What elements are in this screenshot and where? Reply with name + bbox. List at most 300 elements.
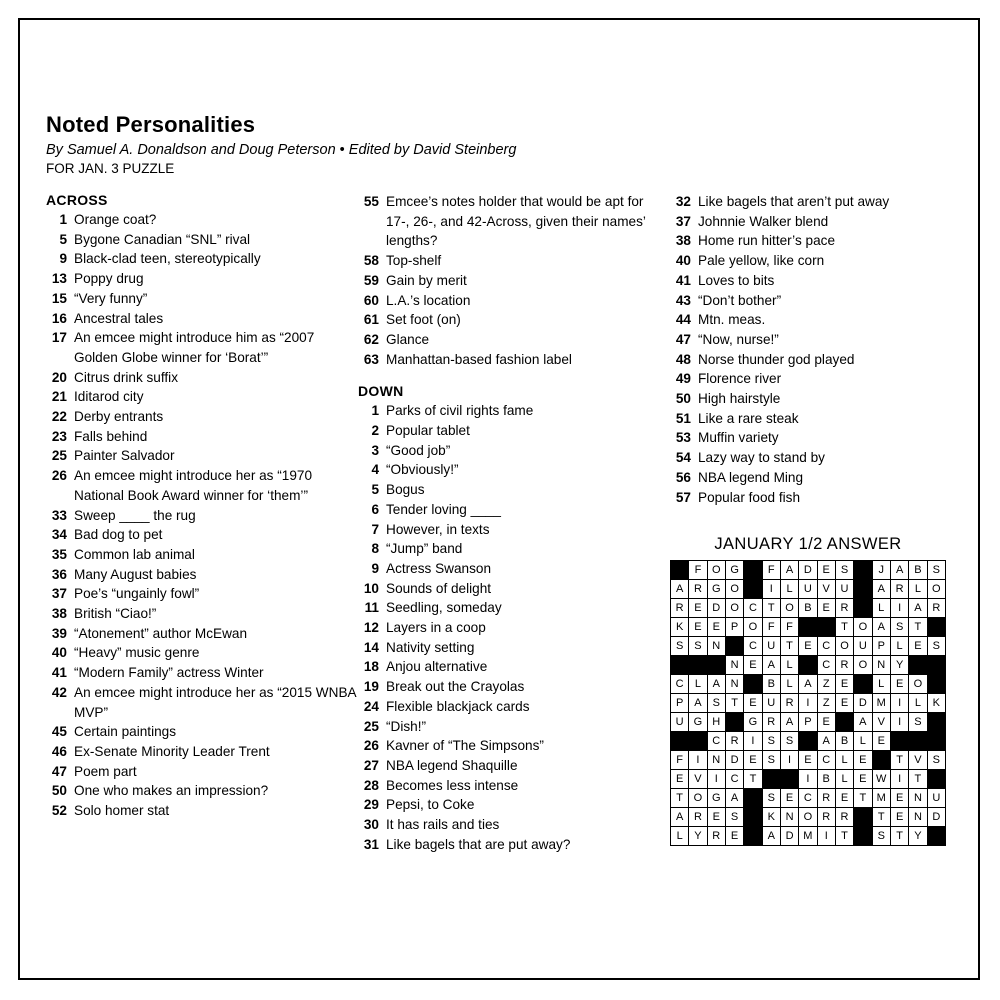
grid-cell-letter: N [725,675,743,694]
grid-cell-letter: S [909,713,927,732]
clue-number: 38 [675,233,691,249]
grid-cell-letter: E [707,808,725,827]
grid-cell-letter: U [671,713,689,732]
grid-cell-blocked [890,732,908,751]
clue-number: 27 [363,757,379,773]
clue-text: “Atonement” author McEwan [74,625,248,641]
clue-text: Painter Salvador [74,448,175,464]
grid-cell-letter: R [689,808,707,827]
clue-number: 9 [371,560,379,576]
list-item [46,368,358,388]
clue-number: 50 [51,783,67,799]
clue-number: 59 [363,272,379,288]
grid-cell-letter: A [872,618,890,637]
clue-text: Bogus [386,482,425,498]
list-item [670,448,946,468]
grid-cell-blocked [762,770,780,789]
grid-cell-letter: E [707,618,725,637]
table-row [671,675,946,694]
grid-cell-letter: T [835,827,853,846]
list-item [670,350,946,370]
grid-cell-letter: E [689,599,707,618]
grid-cell-letter: O [689,789,707,808]
grid-cell-letter: V [817,580,835,599]
grid-cell-letter: E [890,675,908,694]
clue-number: 7 [371,521,379,537]
clue-number: 22 [51,409,67,425]
clue-text: Iditarod city [74,389,144,405]
answer-section [670,535,946,846]
grid-cell-letter: J [872,561,890,580]
clue-text: An emcee might introduce him as “2007 Golden Globe winner for ‘Borat’” [74,330,315,365]
grid-cell-letter: C [799,789,817,808]
clue-text: Johnnie Walker blend [698,213,829,229]
grid-cell-letter: I [799,770,817,789]
clue-number: 47 [675,331,691,347]
list-item [358,480,662,500]
list-item [670,271,946,291]
grid-cell-blocked [854,675,872,694]
clue-text: Layers in a coop [386,620,486,636]
grid-cell-letter: A [890,561,908,580]
clue-text: Common lab animal [74,546,195,562]
grid-cell-letter: S [707,694,725,713]
list-item [358,539,662,559]
grid-cell-letter: I [890,694,908,713]
clue-number: 37 [51,586,67,602]
grid-cell-blocked [854,580,872,599]
grid-cell-blocked [854,808,872,827]
grid-cell-letter: Y [890,656,908,675]
grid-cell-letter: Z [817,694,835,713]
grid-cell-letter: I [707,770,725,789]
grid-cell-blocked [927,713,945,732]
byline-authors: By Samuel A. Donaldson and Doug Peterson [46,142,336,158]
list-item [46,427,358,447]
clue-text: Top-shelf [386,253,442,269]
grid-cell-letter: A [762,656,780,675]
list-item [46,742,358,762]
table-row [671,732,946,751]
grid-cell-blocked [744,675,762,694]
grid-cell-blocked [671,561,689,580]
clue-number: 15 [51,290,67,306]
list-item [358,618,662,638]
grid-cell-letter: G [725,561,743,580]
table-row [671,561,946,580]
clue-text: Home run hitter’s pace [698,233,836,249]
grid-cell-letter: L [909,694,927,713]
grid-cell-blocked [744,827,762,846]
grid-cell-letter: K [927,694,945,713]
grid-cell-letter: A [671,808,689,827]
grid-cell-blocked [909,656,927,675]
clue-columns [46,192,946,855]
clue-number: 55 [363,194,379,209]
list-item [358,310,662,330]
list-item [46,584,358,604]
list-item [358,460,662,480]
clue-text: Parks of civil rights fame [386,403,534,419]
clue-number: 4 [371,462,379,478]
clue-text: Norse thunder god played [698,351,855,367]
list-item [358,520,662,540]
grid-cell-letter: R [725,732,743,751]
clue-text: Certain paintings [74,724,177,740]
clue-text: Sweep ____ the rug [74,507,196,523]
clue-text: Tender loving ____ [386,501,501,517]
grid-cell-letter: A [671,580,689,599]
clue-number: 34 [51,527,67,543]
grid-cell-letter: P [671,694,689,713]
list-item [358,657,662,677]
grid-cell-letter: R [671,599,689,618]
list-item [670,310,946,330]
clue-number: 58 [363,253,379,269]
grid-cell-blocked [671,656,689,675]
grid-cell-letter: T [890,827,908,846]
grid-cell-letter: O [725,580,743,599]
grid-cell-letter: N [707,751,725,770]
clue-number: 20 [51,369,67,385]
grid-cell-letter: I [689,751,707,770]
list-item [358,579,662,599]
clue-number: 45 [51,724,67,740]
grid-cell-letter: B [835,732,853,751]
grid-cell-letter: C [744,637,762,656]
clue-text: Ex-Senate Minority Leader Trent [74,743,270,759]
clue-number: 35 [51,546,67,562]
list-item [46,663,358,683]
table-row [671,656,946,675]
table-row [671,770,946,789]
grid-cell-letter: B [799,599,817,618]
clue-number: 30 [363,817,379,833]
answer-title: JANUARY 1/2 ANSWER [714,535,902,554]
across-heading: ACROSS [46,192,108,208]
grid-cell-blocked [744,789,762,808]
list-item [358,559,662,579]
clue-text: Like bagels that are put away? [386,836,571,852]
clue-number: 43 [675,292,691,308]
grid-cell-letter: L [671,827,689,846]
grid-cell-letter: T [890,751,908,770]
clue-text: High hairstyle [698,391,781,407]
grid-cell-letter: V [872,713,890,732]
grid-cell-blocked [725,713,743,732]
table-row [671,789,946,808]
grid-cell-letter: D [725,751,743,770]
clue-text: Poem part [74,763,137,779]
grid-cell-letter: Y [909,827,927,846]
clue-number: 40 [675,253,691,269]
clue-number: 11 [364,600,379,616]
grid-cell-blocked [835,713,853,732]
list-item [358,291,662,311]
byline [46,142,946,158]
list-item [670,291,946,311]
clue-text: Glance [386,331,430,347]
puzzle-date: FOR JAN. 3 PUZZLE [46,161,175,176]
list-item [358,776,662,796]
grid-cell-letter: C [817,656,835,675]
grid-cell-letter: T [909,770,927,789]
clue-number: 61 [363,312,379,328]
clue-text: Like bagels that aren’t put away [698,194,890,209]
list-item [358,598,662,618]
grid-cell-letter: E [725,827,743,846]
grid-cell-blocked [927,656,945,675]
column-two [358,192,670,855]
clue-text: An emcee might introduce her as “1970 National Book Award winner for ‘them’” [74,468,313,503]
clue-number: 50 [675,391,691,407]
grid-cell-letter: Y [689,827,707,846]
list-item [46,230,358,250]
grid-cell-letter: L [780,675,798,694]
table-row [671,618,946,637]
clue-number: 25 [363,718,379,734]
list-item [46,269,358,289]
grid-cell-blocked [689,732,707,751]
clue-text: NBA legend Ming [698,469,804,485]
list-item [46,801,358,821]
grid-cell-letter: F [762,561,780,580]
clue-text: Loves to bits [698,272,775,288]
list-item [46,506,358,526]
grid-cell-letter: S [780,732,798,751]
list-item [46,604,358,624]
grid-cell-letter: Z [817,675,835,694]
grid-cell-letter: U [927,789,945,808]
clue-text: British “Ciao!” [74,606,157,622]
list-item [670,428,946,448]
clue-number: 49 [675,371,691,387]
clue-number: 36 [51,566,67,582]
clue-number: 44 [675,312,691,328]
grid-cell-letter: E [890,808,908,827]
grid-cell-letter: E [854,770,872,789]
list-item [670,389,946,409]
grid-cell-letter: S [762,732,780,751]
list-item [46,387,358,407]
grid-cell-letter: E [817,713,835,732]
clue-text: Manhattan-based fashion label [386,351,572,367]
list-item [46,683,358,722]
list-item [46,407,358,427]
clue-text: Citrus drink suffix [74,369,178,385]
grid-cell-blocked [909,732,927,751]
grid-cell-letter: I [780,751,798,770]
list-item [46,328,358,367]
grid-cell-letter: L [909,580,927,599]
grid-cell-letter: T [909,618,927,637]
grid-cell-letter: S [671,637,689,656]
clue-text: Flexible blackjack cards [386,698,530,714]
grid-cell-letter: L [835,770,853,789]
grid-cell-letter: S [835,561,853,580]
clue-text: “Obviously!” [386,462,459,478]
list-item [46,624,358,644]
grid-cell-blocked [817,618,835,637]
clue-number: 63 [363,351,379,367]
grid-cell-letter: I [890,599,908,618]
grid-cell-letter: U [762,637,780,656]
clue-number: 33 [51,507,67,523]
grid-cell-letter: L [890,637,908,656]
column-three [670,192,946,846]
grid-cell-letter: S [689,637,707,656]
clue-text: It has rails and ties [386,817,500,833]
clue-number: 18 [363,659,379,675]
clue-number: 12 [363,620,379,636]
clue-number: 57 [675,489,691,505]
clue-number: 6 [371,501,379,517]
grid-cell-letter: B [817,770,835,789]
grid-cell-letter: U [854,637,872,656]
grid-cell-letter: F [689,561,707,580]
column-one [46,192,358,821]
clue-text: Poppy drug [74,271,144,287]
grid-cell-letter: A [780,713,798,732]
grid-cell-letter: E [909,637,927,656]
list-item [46,525,358,545]
grid-cell-letter: T [854,789,872,808]
grid-cell-letter: D [854,694,872,713]
grid-cell-letter: C [707,732,725,751]
grid-cell-blocked [744,580,762,599]
table-row [671,637,946,656]
grid-cell-letter: E [799,637,817,656]
grid-cell-letter: O [854,618,872,637]
clue-number: 41 [51,665,67,681]
clue-text: Black-clad teen, stereotypically [74,251,261,267]
grid-cell-letter: T [780,637,798,656]
clue-number: 17 [51,330,67,346]
grid-cell-letter: C [744,599,762,618]
clue-number: 1 [59,212,67,227]
clue-number: 19 [363,679,379,695]
grid-cell-letter: O [799,808,817,827]
grid-cell-letter: W [872,770,890,789]
grid-cell-letter: T [725,694,743,713]
grid-cell-letter: G [707,580,725,599]
clue-number: 29 [363,797,379,813]
clue-text: Seedling, someday [386,600,502,616]
clue-number: 25 [51,448,67,464]
grid-cell-letter: N [780,808,798,827]
grid-cell-blocked [927,732,945,751]
clue-number: 54 [675,450,691,466]
grid-cell-letter: D [799,561,817,580]
grid-cell-letter: N [707,637,725,656]
clue-text: Derby entrants [74,409,164,425]
grid-cell-letter: E [835,675,853,694]
grid-cell-letter: A [725,789,743,808]
table-row [671,827,946,846]
list-item [358,815,662,835]
clue-number: 53 [675,430,691,446]
grid-cell-letter: K [762,808,780,827]
grid-cell-letter: E [744,694,762,713]
across-clue-list-part1 [46,210,358,821]
grid-cell-letter: E [890,789,908,808]
clue-text: Falls behind [74,428,148,444]
grid-cell-letter: M [872,789,890,808]
grid-cell-blocked [872,751,890,770]
grid-cell-blocked [799,656,817,675]
grid-cell-letter: T [872,808,890,827]
grid-cell-letter: A [762,827,780,846]
list-item [358,192,662,251]
clue-number: 28 [363,777,379,793]
clue-number: 23 [51,428,67,444]
grid-cell-blocked [799,732,817,751]
clue-number: 21 [51,389,67,405]
grid-cell-letter: R [835,599,853,618]
grid-cell-letter: U [762,694,780,713]
across-clue-list-part2 [358,192,662,369]
grid-cell-blocked [780,770,798,789]
grid-cell-letter: M [799,827,817,846]
list-item [46,781,358,801]
list-item [46,289,358,309]
grid-cell-letter: D [707,599,725,618]
grid-cell-letter: I [890,713,908,732]
list-item [670,192,946,212]
clue-text: Muffin variety [698,430,779,446]
grid-cell-letter: H [707,713,725,732]
clue-number: 42 [51,684,67,700]
clue-number: 26 [363,738,379,754]
grid-cell-letter: E [835,789,853,808]
list-item [358,500,662,520]
grid-cell-letter: F [671,751,689,770]
grid-cell-blocked [744,561,762,580]
grid-cell-letter: L [780,656,798,675]
clue-number: 60 [363,292,379,308]
list-item [46,762,358,782]
clue-text: Many August babies [74,566,197,582]
grid-cell-letter: O [780,599,798,618]
clue-text: Like a rare steak [698,410,799,426]
list-item [46,446,358,466]
list-item [670,251,946,271]
grid-cell-letter: U [835,580,853,599]
grid-cell-blocked [744,808,762,827]
clue-number: 5 [59,231,67,247]
list-item [670,231,946,251]
grid-cell-letter: A [689,694,707,713]
grid-cell-letter: E [835,694,853,713]
grid-cell-letter: E [872,732,890,751]
clue-text: One who makes an impression? [74,783,269,799]
grid-cell-letter: R [689,580,707,599]
list-item [670,330,946,350]
clue-text: However, in texts [386,521,490,537]
grid-cell-letter: O [744,618,762,637]
clue-text: “Don’t bother” [698,292,782,308]
clue-number: 16 [51,310,67,326]
list-item [358,736,662,756]
puzzle-content [46,112,946,855]
grid-cell-letter: I [744,732,762,751]
grid-cell-letter: D [927,808,945,827]
grid-cell-letter: L [872,599,890,618]
clue-number: 32 [675,194,691,209]
grid-cell-letter: E [854,751,872,770]
clue-number: 41 [675,272,691,288]
list-item [46,545,358,565]
